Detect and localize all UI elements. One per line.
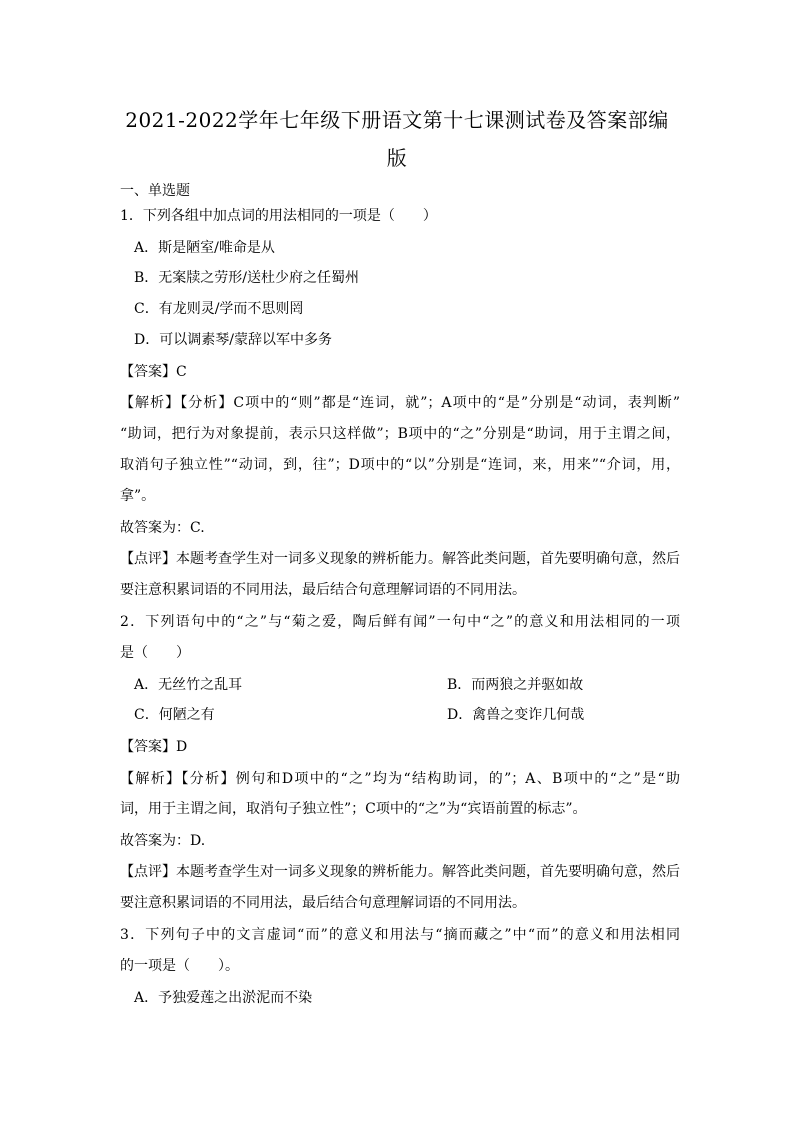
title-line-1: 2021-2022学年七年级下册语文第十七课测试卷及答案部编 [125, 108, 669, 132]
q3-stem: 的一项是（ ）。 [120, 958, 239, 974]
q1-option-b: B．无案牍之劳形/送杜少府之任蜀州 [134, 270, 360, 286]
q1-analysis-line: “助词，把行为对象提前，表示只这样做”；B项中的“之”分别是“助词，用于主谓之间， [120, 426, 680, 442]
q1-analysis-line: 【解析】【分析】C项中的“则”都是“连词，就”；A项中的“是”分别是“动词，表判断” [120, 395, 680, 411]
q1-stem: 1．下列各组中加点词的用法相同的一项是（ ） [120, 208, 437, 224]
q1-comment-line: 要注意积累词语的不同用法，最后结合句意理解词语的不同用法。 [120, 582, 526, 598]
q2-analysis-line: 词，用于主谓之间，取消句子独立性”；C项中的“之”为“宾语前置的标志”。 [120, 801, 587, 817]
q1-conclusion: 故答案为：C. [120, 520, 205, 536]
q1-answer: 【答案】C [120, 364, 187, 380]
q1-option-c: C．有龙则灵/学而不思则罔 [134, 301, 304, 317]
q2-comment-line: 要注意积累词语的不同用法，最后结合句意理解词语的不同用法。 [120, 895, 526, 911]
q2-comment-line: 【点评】本题考查学生对一词多义现象的辨析能力。解答此类问题，首先要明确句意，然后 [120, 864, 680, 880]
q2-stem: 是（ ） [120, 645, 190, 661]
q2-option-d: D．禽兽之变诈几何哉 [447, 707, 585, 723]
q1-option-d: D．可以调素琴/蒙辞以军中多务 [134, 332, 332, 348]
q2-option-c: C．何陋之有 [134, 707, 215, 723]
q2-option-a: A．无丝竹之乱耳 [134, 677, 243, 693]
q2-analysis-line: 【解析】【分析】例句和D项中的“之”均为“结构助词，的”；A、B项中的“之”是“助 [120, 771, 680, 787]
q2-stem: 2．下列语句中的“之”与“菊之爱，陶后鲜有闻”一句中“之”的意义和用法相同的一项 [120, 614, 680, 630]
q2-answer: 【答案】D [120, 739, 188, 755]
q1-option-a: A．斯是陋室/唯命是从 [134, 240, 275, 256]
q3-stem: 3．下列句子中的文言虚词“而”的意义和用法与“摘而藏之”中“而”的意义和用法相同 [120, 927, 680, 943]
q2-conclusion: 故答案为：D. [120, 833, 206, 849]
q3-option-a: A．予独爱莲之出淤泥而不染 [134, 990, 313, 1006]
title-line-2: 版 [386, 146, 408, 170]
section-heading: 一、单选题 [120, 183, 190, 199]
q1-analysis-line: 拿”。 [120, 488, 156, 504]
q1-analysis-line: 取消句子独立性”“动词，到，往”；D项中的“以”分别是“连词，来，用来”“介词，用， [120, 457, 680, 473]
q1-comment-line: 【点评】本题考查学生对一词多义现象的辨析能力。解答此类问题，首先要明确句意，然后 [120, 551, 680, 567]
document-title [110, 101, 684, 177]
q2-option-b: B．而两狼之并驱如故 [447, 677, 584, 693]
